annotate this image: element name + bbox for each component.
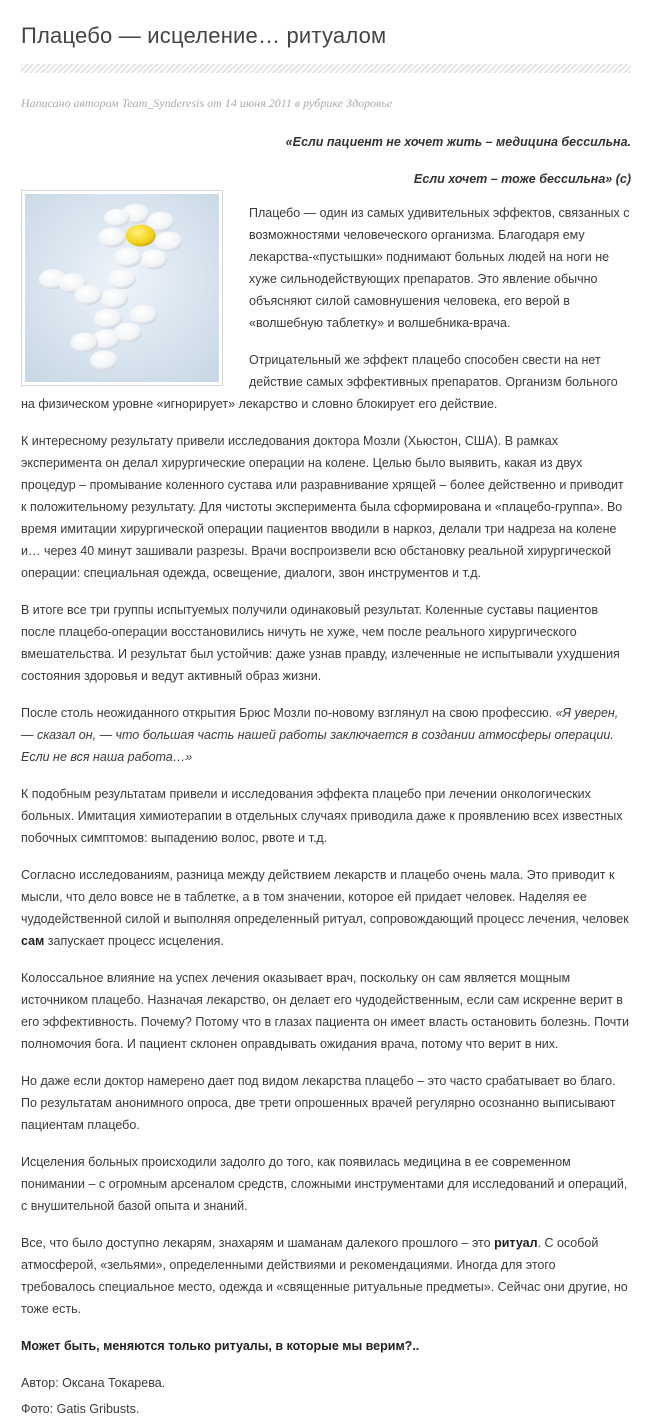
paragraph-2: Отрицательный же эффект плацебо способен свести на нет действие самых эффективных препаратов. Организм больного на физическом уровне «игнорирует» лекарство и словно блокирует его действие.	[21, 353, 618, 411]
paragraph-11	[21, 1232, 631, 1320]
post-content	[21, 202, 631, 1424]
post-title[interactable]: Плацебо — исцеление… ритуалом	[21, 23, 387, 48]
paragraph-9: Но даже если доктор намерено дает под видом лекарства плацебо – это часто срабатывает во благо. По результатам анонимного опроса, две трети опрошенных врачей регулярно осознанно выписывают пациентам плацебо.	[21, 1074, 616, 1132]
paragraph-7-text-b: запускает процесс исцеления.	[44, 934, 224, 948]
paragraph-6: К подобным результатам привели и исследования эффекта плацебо при лечении онкологических больных. Имитация химиотерапии в отдельных случаях приводила даже к проявлению всех известных побочных симптомов: выпадению волос, рвоте и т.д.	[21, 787, 623, 845]
paragraph-7-bold: сам	[21, 934, 45, 948]
closing-question-text: Может быть, меняются только ритуалы, в которые мы верим?..	[21, 1339, 420, 1353]
epigraph-line-1: «Если пациент не хочет жить – медицина бессильна.	[285, 135, 631, 149]
epigraph-line-2: Если хочет – тоже бессильна» (с)	[413, 172, 631, 186]
paragraph-10: Исцеления больных происходили задолго до того, как появилась медицина в ее современном понимании – с огромным арсеналом средств, сложными инструментами для исследований и операций, с внушительной базой опыта и знаний.	[21, 1155, 628, 1213]
post-meta: Написано автором Team_Synderesis от 14 июня 2011 в рубрике Здоровье	[21, 96, 393, 110]
closing-question	[21, 1335, 631, 1357]
pills-illustration-icon	[25, 194, 219, 382]
signature	[21, 1372, 631, 1420]
paragraph-5	[21, 702, 631, 768]
paragraph-11-text-a: Все, что было доступно лекарям, знахарям и шаманам далекого прошлого – это	[21, 1236, 495, 1250]
paragraph-7-text-a: Согласно исследованиям, разница между действием лекарств и плацебо очень мала. Это приводит к мысли, что дело вовсе не в таблетке, а в том значении, которое ей придает человек. Наделяя ее чудодейственной силой и выполняя определенный ритуал, сопровождающий процесс лечения, человек	[21, 868, 629, 926]
paragraph-3: К интересному результату привели исследования доктора Мозли (Хьюстон, США). В рамках эксперимента он делал хирургические операции на колене. Целью было выявить, какая из двух процедур – промывание коленного сустава или разравнивание хрящей – более действенно и приводит к положительному результату. Для чистоты эксперимента была сформирована и «плацебо-группа». Во время имитации хирургической операции пациентов вводили в наркоз, делали три надреза на колене и… через 40 минут зашивали разрезы. Врачи воспроизвели всю обстановку реальной хирургической операции: специальная одежда, освещение, диалоги, звон инструментов и т.д.	[21, 434, 624, 580]
paragraph-4: В итоге все три группы испытуемых получили одинаковый результат. Коленные суставы пациентов после плацебо-операции восстановились ничуть не хуже, чем после реального хирургического вмешательства. И результат был устойчив: даже узнав правду, излеченные не испытывали ухудшения состояния здоровья и ведут активный образ жизни.	[21, 603, 620, 683]
photo-credit: Фото: Gatis Gribusts.	[21, 1402, 140, 1416]
daisy-of-pills-image[interactable]	[21, 190, 223, 386]
paragraph-7	[21, 864, 631, 952]
paragraph-11-text-b: . С особой атмосферой, «зельями», определенными действиями и рекомендациями. Иногда для этого требовалось специальное место, одежда и «священные ритуальные предметы». Сейчас они другие, но тоже есть.	[21, 1236, 628, 1316]
paragraph-8: Колоссальное влияние на успех лечения оказывает врач, поскольку он сам является мощным источником плацебо. Назначая лекарство, он делает его чудодейственным, если сам искренне верит в его эффективность. Почему? Потому что в глазах пациента он имеет власть остановить болезнь. Почти полномочия бога. И пациент склонен оправдывать ожидания врача, потому что верит в них.	[21, 971, 630, 1051]
mosley-quote: «Я уверен, — сказал он, — что большая часть нашей работы заключается в создании атмосферы операции. Если не вся наша работа…»	[21, 706, 619, 764]
paragraph-1: Плацебо — один из самых удивительных эффектов, связанных с возможностями человеческого организма. Благодаря ему лекарства-«пустышки» поднимают больных людей на ноги не хуже сильнодействующих препаратов. Это явление обычно объясняют силой самовнушения человека, его верой в «волшебную таблетку» и волшебника-врача.	[249, 206, 630, 330]
paragraph-11-bold: ритуал	[494, 1236, 538, 1250]
paragraph-5-text: После столь неожиданного открытия Брюс Мозли по-новому взглянул на свою профессию.	[21, 706, 556, 720]
title-divider	[21, 64, 631, 73]
author-credit: Автор: Оксана Токарева.	[21, 1376, 166, 1390]
